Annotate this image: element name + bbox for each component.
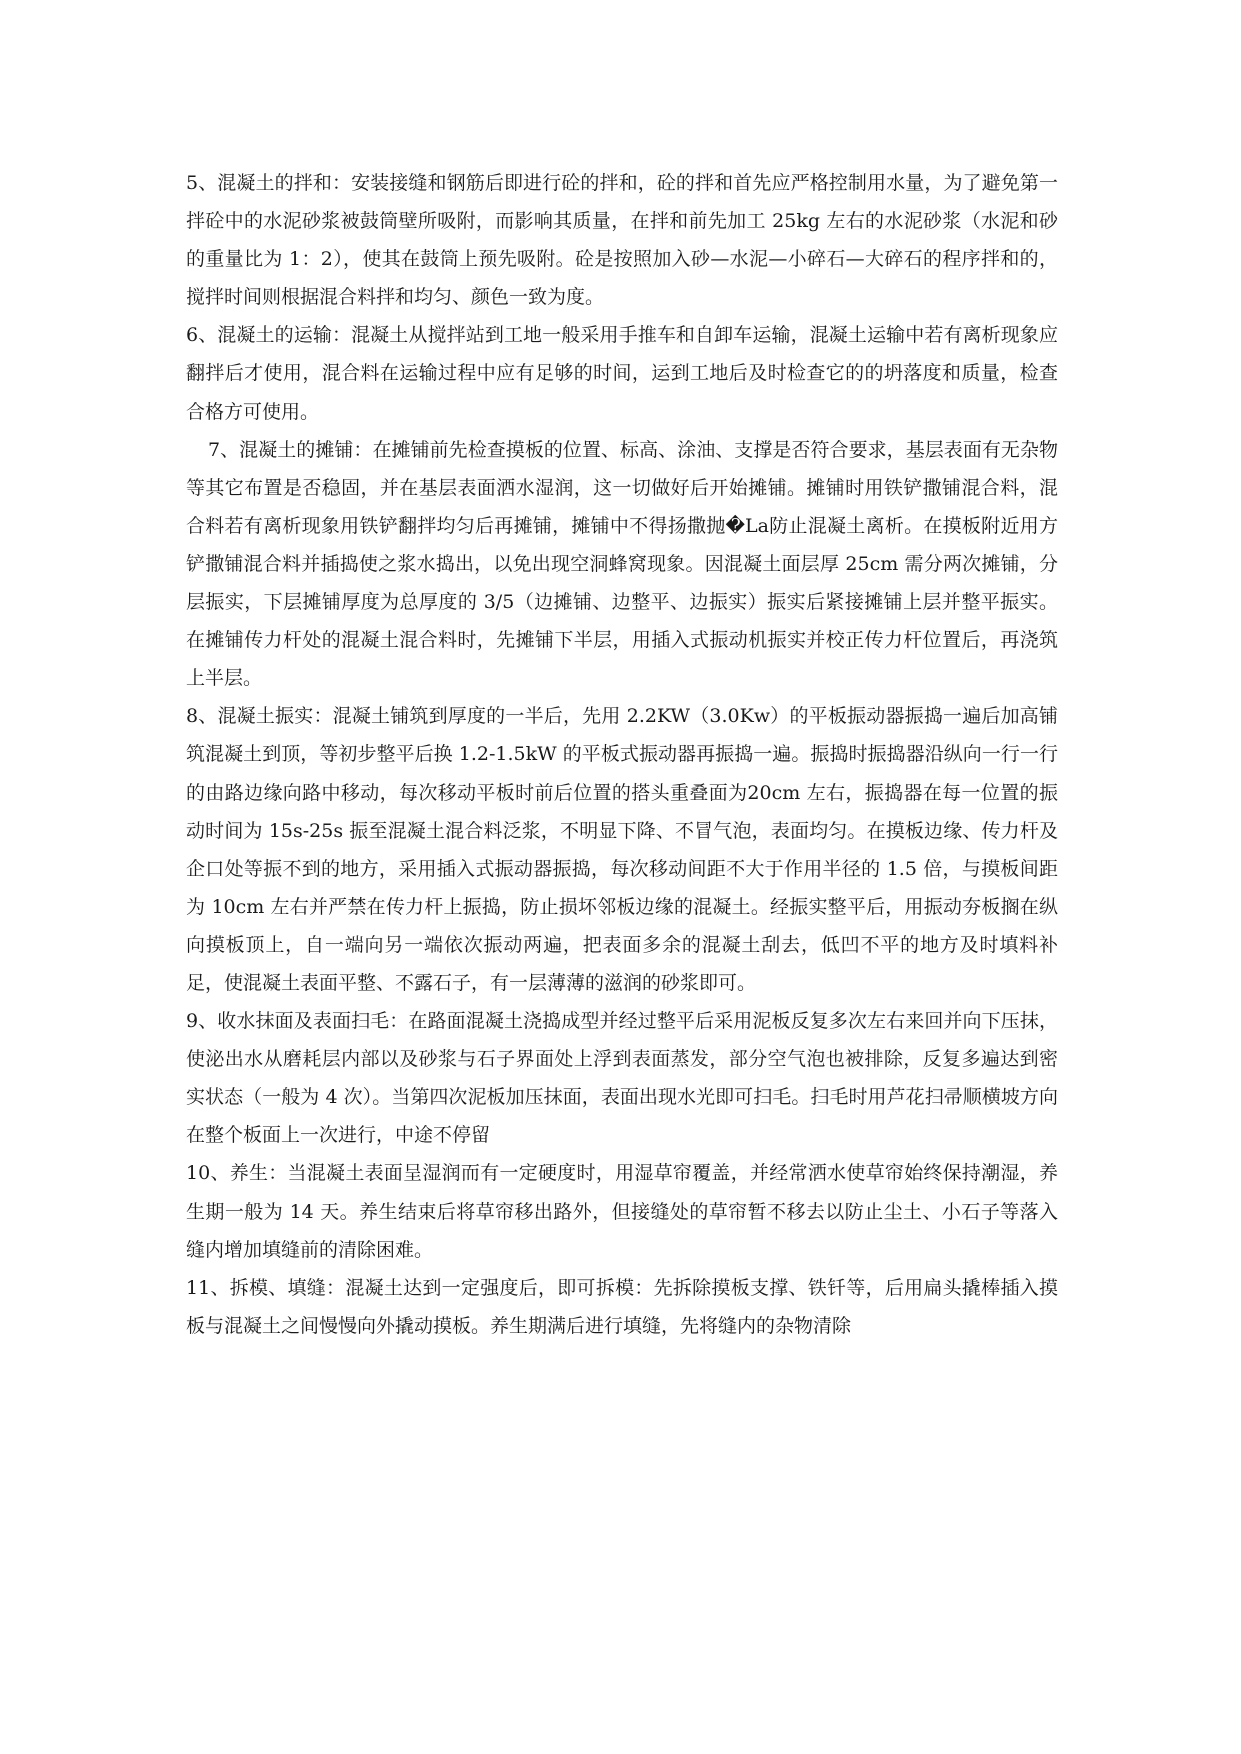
paragraph-concrete-transport: 6、混凝土的运输：混凝土从搅拌站到工地一般采用手推车和自卸车运输，混凝土运输中若有离析现象应翻拌后才使用，混合料在运输过程中应有足够的时间，运到工地后及时检查它的的坍落度和质量，检查合格方可使用。: [186, 324, 1058, 423]
paragraph-formwork-removal: 11、拆模、填缝：混凝土达到一定强度后，即可拆模：先拆除摸板支撑、铁钎等，后用扁头撬棒插入摸板与混凝土之间慢慢向外撬动摸板。养生期满后进行填缝，先将缝内的杂物清除: [186, 1276, 1058, 1337]
paragraph-surface-finishing: 9、收水抹面及表面扫毛：在路面混凝土浇捣成型并经过整平后采用泥板反复多次左右来回并向下压抹，使泌出水从磨耗层内部以及砂浆与石子界面处上浮到表面蒸发，部分空气泡也被排除，反复多遍达到密实状态（一般为 4 次）。当第四次泥板加压抹面，表面出现水光即可扫毛。扫毛时用芦花扫帚顺横坡方向在整个板面上一次进行，中途不停留: [186, 1010, 1058, 1147]
paragraph-curing: 10、养生：当混凝土表面呈湿润而有一定硬度时，用湿草帘覆盖，并经常洒水使草帘始终保持潮湿，养生期一般为 14 天。养生结束后将草帘移出路外，但接缝处的草帘暂不移去以防止尘土、小石子等落入缝内增加填缝前的清除困难。: [186, 1162, 1058, 1261]
paragraph-concrete-spreading: 7、混凝土的摊铺：在摊铺前先检查摸板的位置、标高、涂油、支撑是否符合要求，基层表面有无杂物等其它布置是否稳固，并在基层表面洒水湿润，这一切做好后开始摊铺。摊铺时用铁铲撒铺混合料，混合料若有离析现象用铁铲翻拌均匀后再摊铺，摊铺中不得扬撒抛�La防止混凝土离析。在摸板附近用方铲撒铺混合料并插捣使之浆水捣出，以免出现空洞蜂窝现象。因混凝土面层厚 25cm 需分两次摊铺，分层振实，下层摊铺厚度为总厚度的 3/5（边摊铺、边整平、边振实）振实后紧接摊铺上层并整平振实。在摊铺传力杆处的混凝土混合料时，先摊铺下半层，用插入式振动机振实并校正传力杆位置后，再浇筑上半层。: [186, 438, 1058, 690]
document-body: [186, 164, 1058, 1345]
paragraph-concrete-vibrating: 8、混凝土振实：混凝土铺筑到厚度的一半后，先用 2.2KW（3.0Kw）的平板振动器振捣一遍后加高铺筑混凝土到顶，等初步整平后换 1.2-1.5kW 的平板式振动器再振捣一遍。振捣时振捣器沿纵向一行一行的由路边缘向路中移动，每次移动平板时前后位置的搭头重叠面为20cm 左右，振捣器在每一位置的振动时间为 15s-25s 振至混凝土混合料泛浆，不明显下降、不冒气泡，表面均匀。在摸板边缘、传力杆及企口处等振不到的地方，采用插入式振动器振捣，每次移动间距不大于作用半径的 1.5 倍，与摸板间距为 10cm 左右并严禁在传力杆上振捣，防止损坏邻板边缘的混凝土。经振实整平后，用振动夯板搁在纵向摸板顶上，自一端向另一端依次振动两遍，把表面多余的混凝土刮去，低凹不平的地方及时填料补足，使混凝土表面平整、不露石子，有一层薄薄的滋润的砂浆即可。: [186, 705, 1058, 994]
paragraph-concrete-mixing: 5、混凝土的拌和：安装接缝和钢筋后即进行砼的拌和，砼的拌和首先应严格控制用水量，为了避免第一拌砼中的水泥砂浆被鼓筒壁所吸附，而影响其质量，在拌和前先加工 25kg 左右的水泥砂浆（水泥和砂的重量比为 1：2），使其在鼓筒上预先吸附。砼是按照加入砂—水泥—小碎石—大碎石的程序拌和的， 搅拌时间则根据混合料拌和均匀、颜色一致为度。: [186, 172, 1058, 309]
